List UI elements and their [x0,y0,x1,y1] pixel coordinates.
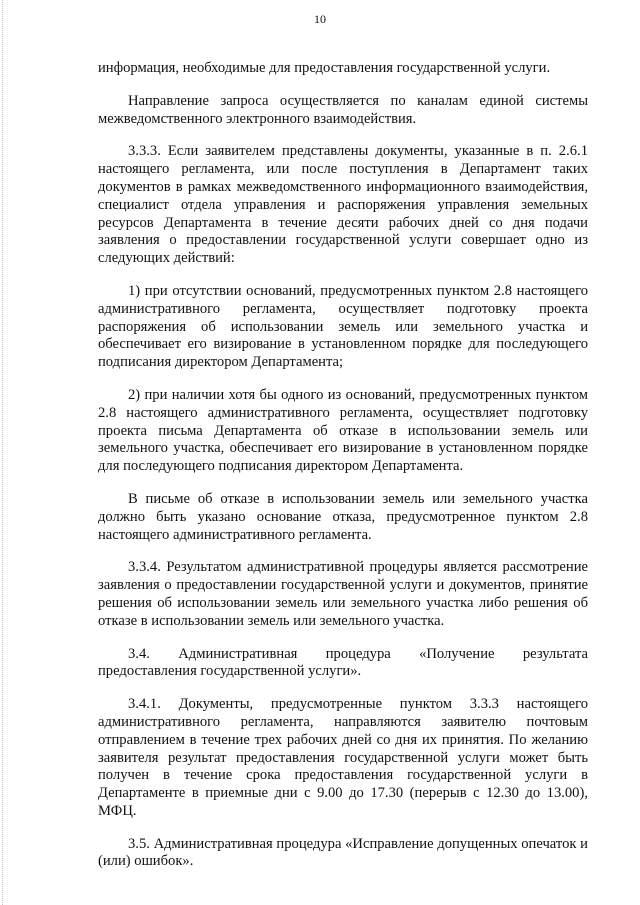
paragraph-item-2: 2) при наличии хотя бы одного из оснований, предусмотренных пунктом 2.8 настоящего административного регламента, осуществляет подготовку проекта письма Департамента об отказе в использовании земель или земельного участка, обеспечивает его визирование в установленном порядке для последующего подписания директором Департамента. [98,386,588,475]
paragraph-3-4-1: 3.4.1. Документы, предусмотренные пунктом 3.3.3 настоящего административного регламента, направляются заявителю почтовым отправлением в течение трех рабочих дней со дня их принятия. По желанию заявителя результат предоставления государственной услуги может быть получен в течение срока предоставления государственной услуги в Департаменте в приемные дни с 9.00 до 17.30 (перерыв с 12.30 до 13.00), МФЦ. [98,696,588,819]
paragraph-continuation: информация, необходимые для предоставления государственной услуги. [98,60,551,76]
paragraph-3-5: 3.5. Административная процедура «Исправление допущенных опечаток и (или) ошибок». [98,835,588,870]
paragraph-3-3-4: 3.3.4. Результатом административной процедуры является рассмотрение заявления о предоставлении государственной услуги и документов, принятие решения об использовании земель или земельного участка либо решения об отказе в использовании земель или земельного участка. [98,559,588,629]
page-edge-scan-mark [2,0,4,905]
document-body [98,60,588,886]
paragraph-request-channel: Направление запроса осуществляется по каналам единой системы межведомственного электронного взаимодействия. [98,92,588,127]
paragraph-item-1: 1) при отсутствии оснований, предусмотренных пунктом 2.8 настоящего административного регламента, осуществляет подготовку проекта распоряжения об использовании земель или земельного участка и обеспечивает его визирование в установленном порядке для последующего подписания директором Департамента; [98,282,588,371]
paragraph-refusal-letter: В письме об отказе в использовании земель или земельного участка должно быть указано основание отказа, предусмотренное пунктом 2.8 настоящего административного регламента. [98,490,588,543]
paragraph-3-4: 3.4. Административная процедура «Получение результата предоставления государственной услуги». [98,645,588,680]
paragraph-3-3-3: 3.3.3. Если заявителем представлены документы, указанные в п. 2.6.1 настоящего регламента, или после поступления в Департамент таких документов в рамках межведомственного информационного взаимодействия, специалист отдела управления и распоряжения управления земельных ресурсов Департамента в течение десяти рабочих дней со дня подачи заявления о предоставлении государственной услуги совершает одно из следующих действий: [98,143,588,267]
page-number: 10 [314,12,326,26]
